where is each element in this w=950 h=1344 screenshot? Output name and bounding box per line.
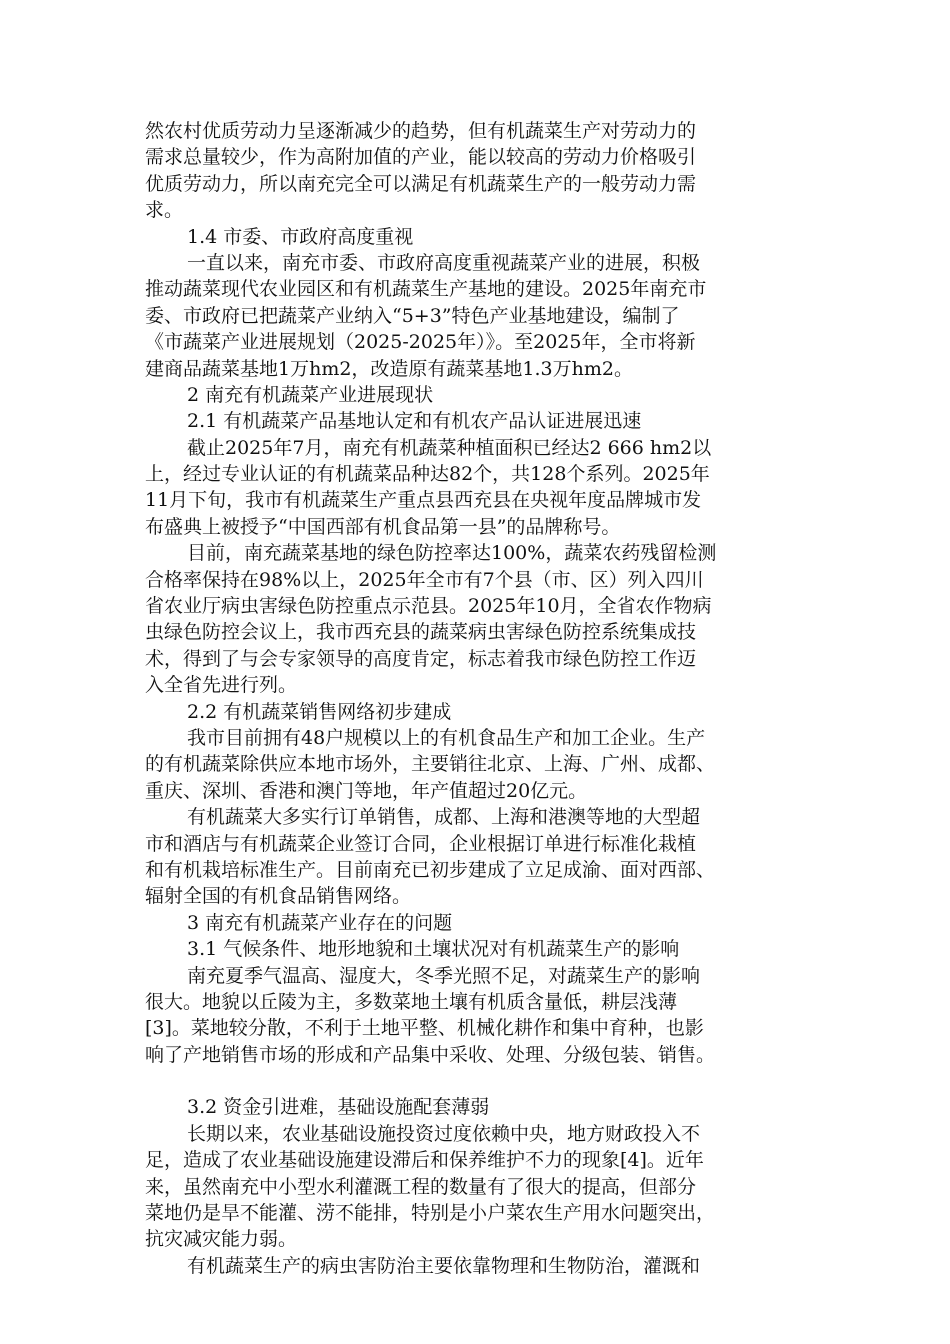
paragraph-line: 建商品蔬菜基地1万hm2，改造原有蔬菜基地1.3万hm2。 xyxy=(145,357,633,380)
paragraph-line: 目前，南充蔬菜基地的绿色防控率达100%，蔬菜农药残留检测 xyxy=(187,542,717,565)
paragraph-line: 来，虽然南充中小型水利灌溉工程的数量有了很大的提高，但部分 xyxy=(145,1175,697,1198)
paragraph-line: 求。 xyxy=(145,199,184,222)
section-heading: 2.2 有机蔬菜销售网络初步建成 xyxy=(187,700,452,723)
section-heading: 3.2 资金引进难，基础设施配套薄弱 xyxy=(187,1096,490,1119)
section-heading: 3.1 气候条件、地形地貌和土壤状况对有机蔬菜生产的影响 xyxy=(187,938,680,961)
paragraph-line: 布盛典上被授予“中国西部有机食品第一县”的品牌称号。 xyxy=(145,515,621,538)
paragraph-line: 合格率保持在98%以上，2025年全市有7个县（市、区）列入四川 xyxy=(145,568,704,591)
paragraph-line: 抗灾减灾能力弱。 xyxy=(145,1228,298,1251)
paragraph-line: 省农业厅病虫害绿色防控重点示范县。2025年10月，全省农作物病 xyxy=(145,595,712,618)
paragraph-line: 需求总量较少，作为高附加值的产业，能以较高的劳动力价格吸引 xyxy=(145,146,697,169)
paragraph-line: 南充夏季气温高、湿度大，冬季光照不足，对蔬菜生产的影响 xyxy=(187,964,701,987)
paragraph-line: 《市蔬菜产业进展规划（2025-2025年）》。至2025年，全市将新 xyxy=(145,331,696,354)
paragraph-line: 推动蔬菜现代农业园区和有机蔬菜生产基地的建设。2025年南充市 xyxy=(145,278,707,301)
paragraph-line: 足，造成了农业基础设施建设滞后和保养维护不力的现象[4]。近年 xyxy=(145,1149,704,1172)
paragraph-line: 辐射全国的有机食品销售网络。 xyxy=(145,885,412,908)
paragraph-line: 然农村优质劳动力呈逐渐减少的趋势，但有机蔬菜生产对劳动力的 xyxy=(145,120,697,142)
paragraph-line: 优质劳动力，所以南充完全可以满足有机蔬菜生产的一般劳动力需 xyxy=(145,172,697,195)
paragraph-line: 有机蔬菜生产的病虫害防治主要依靠物理和生物防治，灌溉和 xyxy=(187,1254,701,1277)
paragraph-line: 我市目前拥有48户规模以上的有机食品生产和加工企业。生产 xyxy=(187,726,706,749)
blank-line xyxy=(145,1068,805,1094)
section-heading: 1.4 市委、市政府高度重视 xyxy=(187,225,414,248)
paragraph-line: 有机蔬菜大多实行订单销售，成都、上海和港澳等地的大型超 xyxy=(187,806,701,829)
paragraph-line: 入全省先进行列。 xyxy=(145,674,298,697)
paragraph-line: 上，经过专业认证的有机蔬菜品种达82个，共128个系列。2025年 xyxy=(145,463,710,486)
paragraph-line: 和有机栽培标准生产。目前南充已初步建成了立足成渝、面对西部、 xyxy=(145,858,716,881)
paragraph-line: 市和酒店与有机蔬菜企业签订合同，企业根据订单进行标准化栽植 xyxy=(145,832,697,855)
section-heading: 2.1 有机蔬菜产品基地认定和有机农产品认证进展迅速 xyxy=(187,410,642,433)
paragraph-line: 11月下旬，我市有机蔬菜生产重点县西充县在央视年度品牌城市发 xyxy=(145,489,702,512)
section-heading: 3 南充有机蔬菜产业存在的问题 xyxy=(187,911,453,934)
paragraph-line: 术，得到了与会专家领导的高度肯定，标志着我市绿色防控工作迈 xyxy=(145,647,697,670)
paragraph-line: 委、市政府已把蔬菜产业纳入“5+3”特色产业基地建设，编制了 xyxy=(145,304,680,327)
paragraph-line: 响了产地销售市场的形成和产品集中采收、处理、分级包装、销售。 xyxy=(145,1043,716,1066)
paragraph-line: 长期以来，农业基础设施投资过度依赖中央，地方财政投入不 xyxy=(187,1122,701,1145)
document-body xyxy=(145,118,805,1279)
paragraph-line: [3]。菜地较分散，不利于土地平整、机械化耕作和集中育种，也影 xyxy=(145,1017,704,1040)
paragraph-line: 虫绿色防控会议上，我市西充县的蔬菜病虫害绿色防控系统集成技 xyxy=(145,621,697,644)
paragraph-line: 重庆、深圳、香港和澳门等地，年产值超过20亿元。 xyxy=(145,779,588,802)
paragraph-line: 很大。地貌以丘陵为主，多数菜地土壤有机质含量低，耕层浅薄 xyxy=(145,990,678,1013)
paragraph-line: 截止2025年7月，南充有机蔬菜种植面积已经达2 666 hm2以 xyxy=(187,436,712,459)
paragraph-line: 一直以来，南充市委、市政府高度重视蔬菜产业的进展，积极 xyxy=(187,251,701,274)
section-heading: 2 南充有机蔬菜产业进展现状 xyxy=(187,383,434,406)
paragraph-line: 菜地仍是旱不能灌、涝不能排，特别是小户菜农生产用水问题突出， xyxy=(145,1202,716,1225)
paragraph-line: 的有机蔬菜除供应本地市场外，主要销往北京、上海、广州、成都、 xyxy=(145,753,716,776)
